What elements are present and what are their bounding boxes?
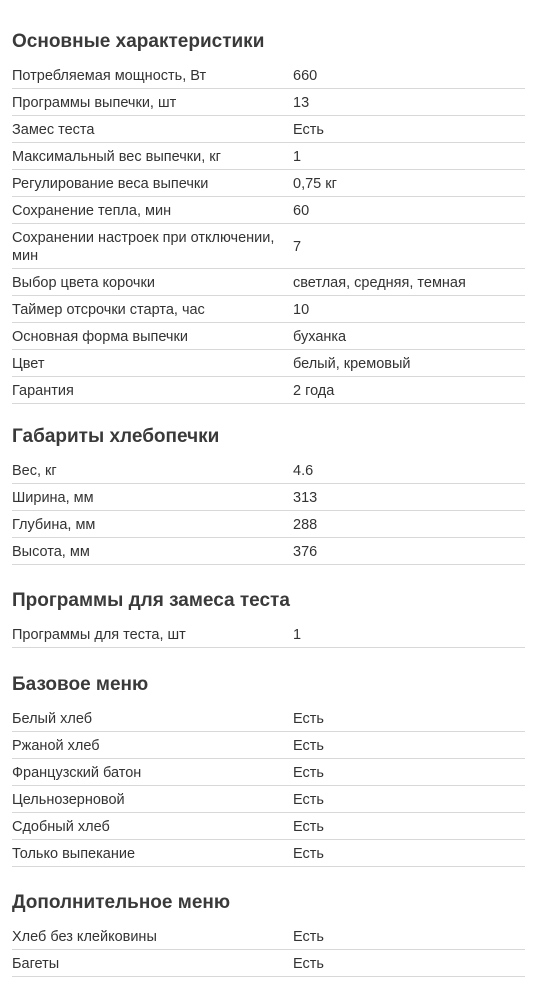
spec-list bbox=[12, 622, 525, 648]
spec-name: Багеты bbox=[12, 955, 60, 972]
spec-value: Есть bbox=[293, 928, 324, 945]
spec-name: Высота, мм bbox=[12, 543, 90, 560]
spec-value: 313 bbox=[293, 489, 318, 506]
spec-row bbox=[12, 512, 525, 538]
spec-row bbox=[12, 539, 525, 565]
spec-list bbox=[12, 63, 525, 404]
spec-value: 288 bbox=[293, 516, 318, 533]
spec-value: 13 bbox=[293, 94, 310, 111]
spec-row bbox=[12, 63, 525, 89]
spec-name: Ширина, мм bbox=[12, 489, 94, 506]
spec-row bbox=[12, 351, 525, 377]
spec-row bbox=[12, 225, 525, 269]
spec-value: Есть bbox=[293, 818, 324, 835]
spec-value: 10 bbox=[293, 301, 310, 318]
spec-name: Таймер отсрочки старта, час bbox=[12, 301, 205, 318]
spec-row bbox=[12, 378, 525, 404]
spec-row bbox=[12, 117, 525, 143]
section-title: Базовое меню bbox=[12, 674, 149, 695]
spec-name: Выбор цвета корочки bbox=[12, 274, 155, 291]
spec-row bbox=[12, 297, 525, 323]
spec-value: Есть bbox=[293, 845, 324, 862]
spec-row bbox=[12, 144, 525, 170]
spec-name: Потребляемая мощность, Вт bbox=[12, 67, 207, 84]
spec-value: 1 bbox=[293, 626, 302, 643]
spec-value: Есть bbox=[293, 764, 324, 781]
spec-row bbox=[12, 787, 525, 813]
spec-row bbox=[12, 270, 525, 296]
spec-name: Ржаной хлеб bbox=[12, 737, 100, 754]
spec-name: Программы выпечки, шт bbox=[12, 94, 177, 111]
spec-value: 4.6 bbox=[293, 462, 314, 479]
spec-name: Цвет bbox=[12, 355, 45, 372]
spec-name: Цельнозерновой bbox=[12, 791, 125, 808]
spec-value: Есть bbox=[293, 710, 324, 727]
spec-name: Программы для теста, шт bbox=[12, 626, 186, 643]
spec-name: Максимальный вес выпечки, кг bbox=[12, 148, 221, 165]
spec-row bbox=[12, 951, 525, 977]
spec-name: Сохранение тепла, мин bbox=[12, 202, 172, 219]
spec-value: Есть bbox=[293, 737, 324, 754]
spec-row bbox=[12, 622, 525, 648]
spec-name: Основная форма выпечки bbox=[12, 328, 188, 345]
section-main-characteristics bbox=[12, 27, 525, 405]
spec-name: Глубина, мм bbox=[12, 516, 96, 533]
spec-name: Замес теста bbox=[12, 121, 95, 138]
spec-row bbox=[12, 760, 525, 786]
spec-row bbox=[12, 485, 525, 511]
spec-name: Сохранении настроек при отключении, мин bbox=[12, 229, 275, 264]
spec-list bbox=[12, 458, 525, 565]
spec-row bbox=[12, 733, 525, 759]
spec-name: Французский батон bbox=[12, 764, 142, 781]
spec-value: 2 года bbox=[293, 382, 335, 399]
section-title: Программы для замеса теста bbox=[12, 590, 290, 611]
spec-row bbox=[12, 924, 525, 950]
spec-name: Только выпекание bbox=[12, 845, 136, 862]
spec-row bbox=[12, 458, 525, 484]
spec-value: Есть bbox=[293, 791, 324, 808]
spec-name: Сдобный хлеб bbox=[12, 818, 110, 835]
spec-row bbox=[12, 706, 525, 732]
spec-name: Белый хлеб bbox=[12, 710, 93, 727]
section-additional-menu bbox=[12, 888, 525, 978]
spec-value: буханка bbox=[293, 328, 347, 345]
spec-list bbox=[12, 706, 525, 867]
spec-value: Есть bbox=[293, 955, 324, 972]
spec-value: светлая, средняя, темная bbox=[293, 274, 466, 291]
section-title: Габариты хлебопечки bbox=[12, 426, 220, 447]
spec-value: 60 bbox=[293, 202, 310, 219]
spec-value: 7 bbox=[293, 238, 302, 255]
spec-name: Регулирование веса выпечки bbox=[12, 175, 209, 192]
section-dimensions bbox=[12, 422, 525, 566]
spec-row bbox=[12, 841, 525, 867]
section-dough-programs bbox=[12, 586, 525, 649]
section-title: Дополнительное меню bbox=[12, 892, 231, 913]
spec-name: Хлеб без клейковины bbox=[12, 928, 157, 945]
section-basic-menu bbox=[12, 670, 525, 868]
spec-name: Гарантия bbox=[12, 382, 74, 399]
spec-value: 1 bbox=[293, 148, 302, 165]
spec-value: 660 bbox=[293, 67, 318, 84]
spec-value: 0,75 кг bbox=[293, 175, 337, 192]
spec-row bbox=[12, 90, 525, 116]
spec-value: белый, кремовый bbox=[293, 355, 411, 372]
spec-list bbox=[12, 924, 525, 977]
spec-row bbox=[12, 171, 525, 197]
spec-row bbox=[12, 324, 525, 350]
spec-value: 376 bbox=[293, 543, 318, 560]
spec-row bbox=[12, 814, 525, 840]
spec-row bbox=[12, 198, 525, 224]
spec-value: Есть bbox=[293, 121, 324, 138]
spec-name: Вес, кг bbox=[12, 462, 57, 479]
section-title: Основные характеристики bbox=[12, 31, 265, 52]
